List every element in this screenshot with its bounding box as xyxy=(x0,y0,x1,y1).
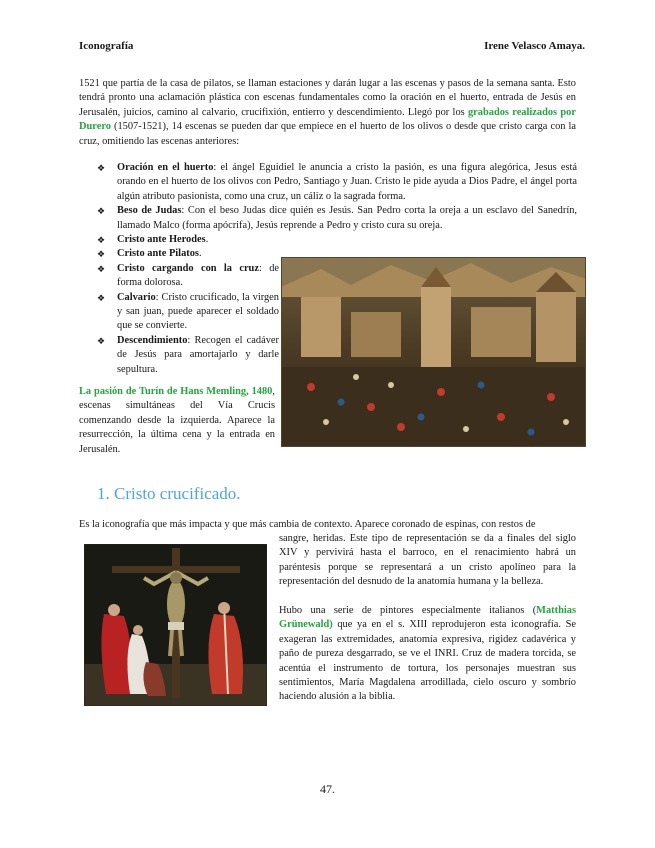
list-item: ❖ Cristo ante Herodes. xyxy=(97,233,279,247)
page-number: 47. xyxy=(320,782,335,796)
memling-caption: La pasión de Turín de Hans Memling, 1480, escenas simultáneas del Vía Crucis comenzando desde la izquierda. Aparece la resurrección, la última cena y la entrada en Jerusalén. xyxy=(79,386,275,455)
intro-paragraph: 1521 que partía de la casa de pilatos, se llaman estaciones y darán lugar a las escenas y pasos de la semana santa. Esto tendrá pronto una aclamación plástica con escenas fundamentales como la oración en el huerto, entrada de Jesús en Jerusalén, juicios, camino al calvario, crucifixión, entierro y descendimiento. Llegó por los grabados realizados por Durero (1507-1521), 14 escenas se pueden dar que empiece en el huerto de los olivos o desde que cristo carga con la cruz, omitiendo las escenas anteriores: xyxy=(79,78,576,147)
list-item: ❖ Cristo cargando con la cruz: de forma dolorosa. xyxy=(97,262,279,289)
list-item: ❖ Cristo ante Pilatos. xyxy=(97,247,279,261)
durero-link: grabados realizados por Durero xyxy=(79,106,576,133)
grunewald-link: Matthias Grünewald) xyxy=(279,605,576,631)
list-item: ❖ Calvario: Cristo crucificado, la virgen y san juan, puede aparecer el soldado que se convierte. xyxy=(97,291,279,332)
diamond-bullet-icon: ❖ xyxy=(97,335,106,346)
section-heading: 1. Cristo crucificado. xyxy=(97,484,241,503)
list-item: ❖ Descendimiento: Recogen el cadáver de Jesús para amortajarlo y darle sepultura. xyxy=(97,334,279,375)
diamond-bullet-icon: ❖ xyxy=(97,206,106,217)
diamond-bullet-icon: ❖ xyxy=(97,292,106,303)
diamond-bullet-icon: ❖ xyxy=(97,163,106,173)
memling-passion-painting xyxy=(281,257,586,447)
diamond-bullet-icon: ❖ xyxy=(97,235,106,246)
diamond-bullet-icon: ❖ xyxy=(97,249,106,260)
memling-link: La pasión de Turín de Hans Memling, 1480 xyxy=(79,386,273,397)
memling-painting-illustration xyxy=(281,257,586,447)
header-title: Iconografía xyxy=(79,40,134,52)
para1-body: sangre, heridas. Este tipo de representación se da a finales del siglo XIV y pervivirá hasta el barroco, en el renacimiento habrá un paréntesis porque se representará a un cristo apolíneo para la representación del desnudo de la anatomía humana y la belleza. xyxy=(279,533,576,588)
grunewald-crucifixion-painting xyxy=(84,544,267,706)
header-author: Irene Velasco Amaya. xyxy=(484,40,585,52)
para2: Hubo una serie de pintores especialmente italianos (Matthias Grünewald) que ya en el s. XIII reprodujeron esta iconografía. Se exageran las extremidades, anatomía expresiva, rigidez cadavérica y paño de pureza desgarrado, se ve el INRI. Cruz de madera torcida, se acentúa el instrumento de tortura, los personajes muestran sus sentimientos, María Magdalena arrodillada, cielo oscuro y sombrío haciendo alusión a la biblia. xyxy=(279,605,576,703)
list-item: ❖ Oración en el huerto: el ángel Eguidiel le anuncia a cristo la pasión, es una figura alegórica, Jesus está orando en el huerto de los olivos con Pedro, Santiago y Juan. Cristo le pide ayuda a Dios Padre, el ángel porta algún atributo pasionista, como una cruz, un cáliz o la sagrada forma. xyxy=(97,162,578,202)
crucifixion-illustration xyxy=(84,544,267,706)
diamond-bullet-icon: ❖ xyxy=(97,263,106,274)
para1-lead: Es la iconografía que más impacta y que más cambia de contexto. Aparece coronado de espinas, con restos de xyxy=(79,519,536,530)
list-item: ❖ Beso de Judas: Con el beso Judas dice quién es Jesús. San Pedro corta la oreja a un esclavo del Sanedrín, llamado Malco (forma apócrifa), Jesús reprende a Pedro y cristo cura su oreja. xyxy=(97,205,578,231)
